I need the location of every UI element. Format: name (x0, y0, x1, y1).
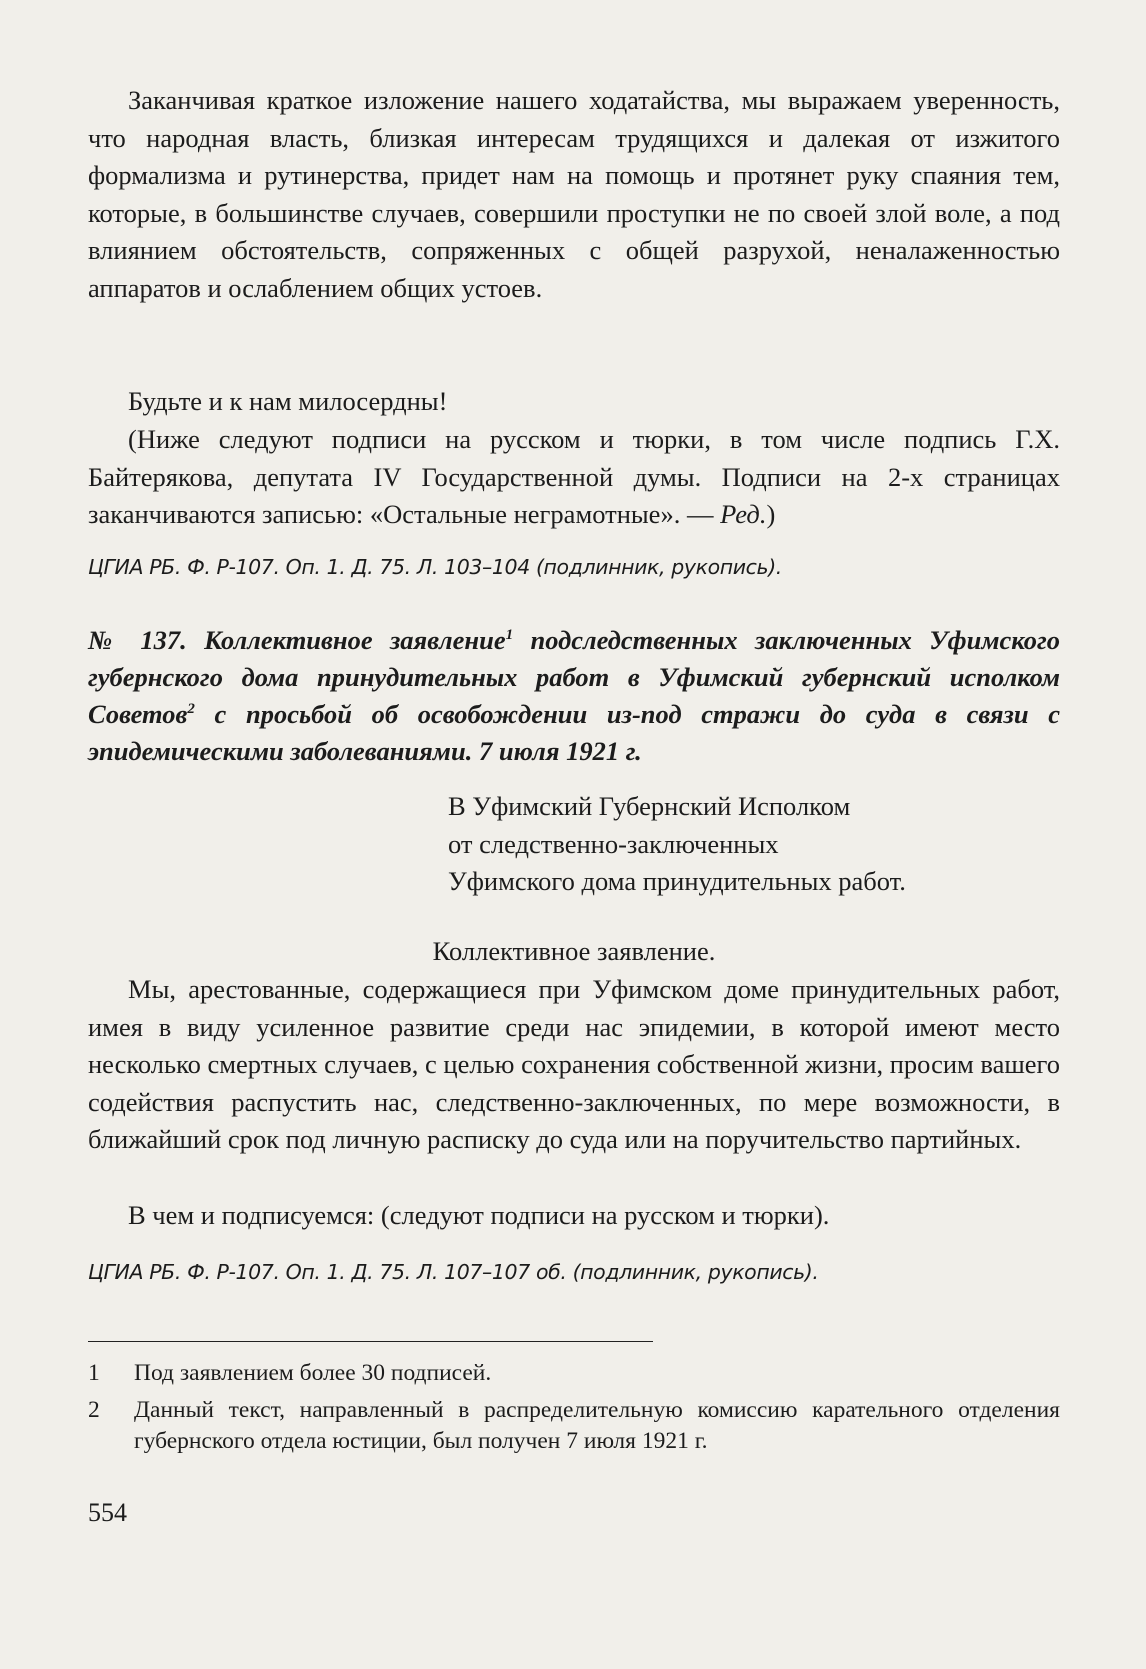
footnote-ref-1: 1 (505, 627, 514, 644)
archive-source-2: ЦГИА РБ. Ф. Р-107. Оп. 1. Д. 75. Л. 107–107 об. (подлинник, рукопись). (88, 1260, 819, 1284)
paragraph-conclusion: Заканчивая краткое изложение нашего ходатайства, мы выражаем уверенность, что народная власть, близкая интересам трудящихся и далекая от изжитого формализма и рутинерства, придет нам на помощь и протянет руку спаяния тем, которые, в большинстве случаев, совершили проступки не по своей злой воле, а под влиянием обстоятельств, сопряженных с общей разрухой, неналаженностью аппаратов и ослаблением общих устоев. (88, 85, 1060, 303)
paragraph-plea: Будьте и к нам милосердны! (128, 386, 448, 416)
footnote-item (88, 1358, 1060, 1389)
footnote-number: 2 (88, 1397, 100, 1423)
editorial-note-text: (Ниже следуют подписи на русском и тюрки, в том числе подпись Г.Х. Байтерякова, депутата IV Государственной думы. Подписи на 2-х страницах заканчиваются записью: «Остальные неграмотные». — (88, 424, 1060, 530)
footnote-item (88, 1395, 1060, 1457)
editorial-note-close: ) (766, 499, 776, 530)
archive-source-1: ЦГИА РБ. Ф. Р-107. Оп. 1. Д. 75. Л. 103–104 (подлинник, рукопись). (88, 555, 782, 579)
document-title-part2: подследственных заключенных Уфимского губернского дома принудительных работ в Уфимский губернский исполком Советов (88, 625, 1060, 729)
addressee-line: от следственно-заключенных (448, 828, 779, 859)
editorial-note (88, 421, 1060, 536)
page (88, 82, 1060, 1528)
footnote-text: Данный текст, направленный в распределительную комиссию карательного отделения губернского отдела юстиции, был получен 7 июля 1921 г. (134, 1397, 1060, 1454)
statement-heading: Коллективное заявление. (432, 936, 716, 966)
page-number: 554 (88, 1498, 127, 1527)
document-title-part3: с просьбой об освобождении из-под стражи до суда в связи с эпидемическими заболеваниями. 7 июля 1921 г. (88, 699, 1060, 766)
document-title (88, 622, 1060, 788)
document-title-part1: № 137. Коллективное заявление (88, 625, 506, 655)
addressee-block (448, 788, 1060, 933)
footnote-number: 1 (88, 1360, 100, 1386)
footnote-ref-2: 2 (187, 701, 195, 718)
footnotes (88, 1358, 1060, 1498)
addressee-line: В Уфимский Губернский Исполком (448, 791, 851, 821)
paragraph-signatures: В чем и подписуемся: (следуют подписи на русском и тюрки). (128, 1200, 830, 1230)
footnote-separator (88, 1341, 653, 1342)
editor-mark: Ред. (720, 499, 767, 530)
addressee-line: Уфимского дома принудительных работ. (448, 866, 906, 897)
footnote-text: Под заявлением более 30 подписей. (134, 1360, 492, 1386)
paragraph-request: Мы, арестованные, содержащиеся при Уфимском доме принудительных работ, имея в виду усиленное развитие среди нас эпидемии, в которой имеют место несколько смертных случаев, с целью сохранения собственной жизни, просим вашего содействия распустить нас, следственно-заключенных, по мере возможности, в ближайший срок под личную расписку до суда или на поручительство партийных. (88, 974, 1060, 1155)
